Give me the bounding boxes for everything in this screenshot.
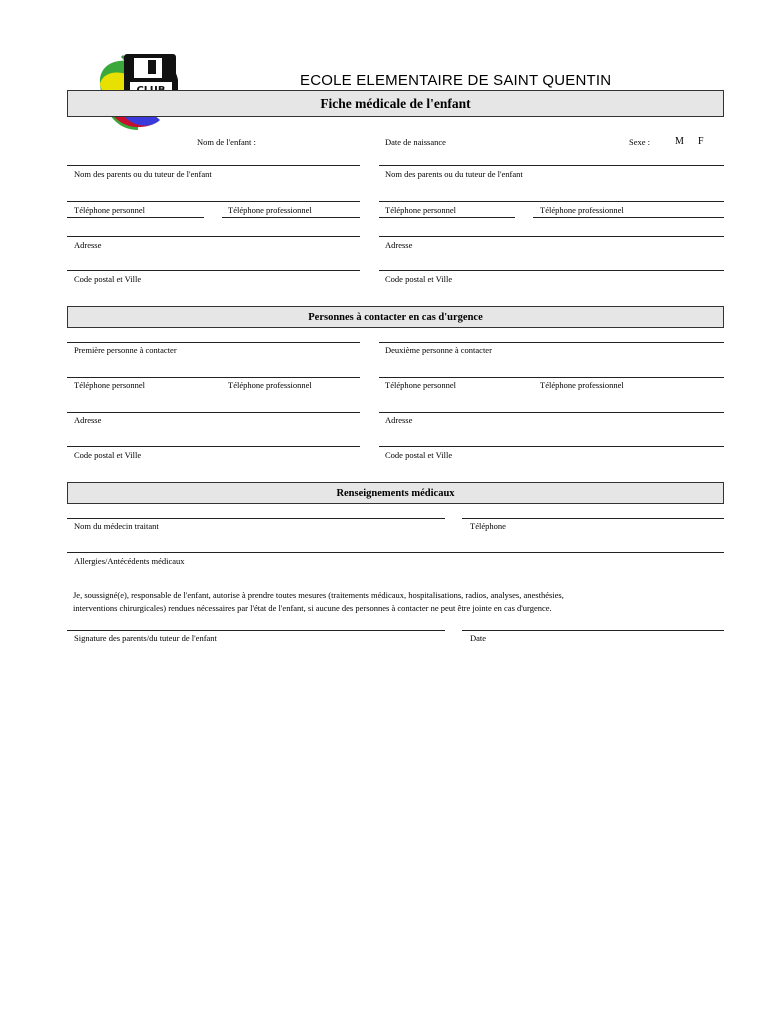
contact2-phone-work-label: Téléphone professionnel [540,380,624,390]
contact1-phone-work-label: Téléphone professionnel [228,380,312,390]
doctor-phone-label: Téléphone [470,521,506,531]
form-title: Fiche médicale de l'enfant [67,90,724,117]
contact2-address-label: Adresse [385,415,413,425]
parent2-phone-work-label: Téléphone professionnel [540,205,624,215]
contact1-postal-label: Code postal et Ville [74,450,142,460]
signature-label: Signature des parents/du tuteur de l'enfant [74,633,217,643]
parent2-phone-personal-line[interactable] [379,217,515,218]
parent2-address-line[interactable] [379,270,724,271]
allergies-label: Allergies/Antécédents médicaux [74,556,185,566]
parent1-phone-personal-line[interactable] [67,217,204,218]
parent1-phone-work-line[interactable] [222,217,360,218]
consent-line-1: Je, soussigné(e), responsable de l'enfant, autorise à prendre toutes mesures (traitements médicaux, hospitalisations, radios, analyses, anesthésies, [73,590,564,600]
consent-paragraph [73,589,713,614]
school-name: ECOLE ELEMENTAIRE DE SAINT QUENTIN [300,72,612,89]
date-line[interactable] [462,630,724,631]
child-name-line[interactable] [67,165,360,166]
date-label: Date [470,633,487,643]
birth-date-line[interactable] [379,165,724,166]
contact2-name-line[interactable] [379,377,724,378]
parent1-address-label: Adresse [74,240,102,250]
sex-label: Sexe : [629,137,651,147]
contact2-name-label: Deuxième personne à contacter [385,345,492,355]
parent2-address-label: Adresse [385,240,413,250]
doctor-phone-top-line [462,518,724,519]
parent2-name-line[interactable] [379,201,724,202]
parent2-address-top-line [379,236,724,237]
parent1-name-label: Nom des parents ou du tuteur de l'enfant [74,169,212,179]
consent-line-2: interventions chirurgicales) rendues nécessaires par l'état de l'enfant, si aucune des personnes à contacter ne peut être jointe en cas d'urgence. [73,602,552,613]
contact1-name-line[interactable] [67,377,360,378]
parent1-address-top-line [67,236,360,237]
contact2-address-line[interactable] [379,446,724,447]
parent2-phone-personal-label: Téléphone personnel [385,205,457,215]
contact1-name-label: Première personne à contacter [74,345,177,355]
parent2-name-label: Nom des parents ou du tuteur de l'enfant [385,169,523,179]
contact1-top-line [67,342,360,343]
parent1-phone-personal-label: Téléphone personnel [74,205,146,215]
sex-m-option[interactable]: M [675,136,684,147]
contact1-phone-line[interactable] [67,412,360,413]
contact1-address-line[interactable] [67,446,360,447]
contact1-address-label: Adresse [74,415,102,425]
doctor-top-line [67,518,445,519]
parent1-address-line[interactable] [67,270,360,271]
doctor-label: Nom du médecin traitant [74,521,159,531]
medical-section-title: Renseignements médicaux [67,482,724,504]
contact2-top-line [379,342,724,343]
emergency-section-title: Personnes à contacter en cas d'urgence [67,306,724,328]
parent1-phone-work-label: Téléphone professionnel [228,205,312,215]
school-logo [94,44,186,132]
signature-line[interactable] [67,630,445,631]
doctor-line[interactable] [67,552,724,553]
contact1-phone-personal-label: Téléphone personnel [74,380,146,390]
child-name-label: Nom de l'enfant : [197,137,256,147]
contact2-postal-label: Code postal et Ville [385,450,453,460]
parent1-postal-label: Code postal et Ville [74,274,142,284]
contact2-phone-personal-label: Téléphone personnel [385,380,457,390]
parent2-phone-work-line[interactable] [533,217,724,218]
parent1-name-line[interactable] [67,201,360,202]
parent2-postal-label: Code postal et Ville [385,274,453,284]
birth-date-label: Date de naissance [385,137,446,147]
contact2-phone-line[interactable] [379,412,724,413]
sex-f-option[interactable]: F [698,136,704,147]
